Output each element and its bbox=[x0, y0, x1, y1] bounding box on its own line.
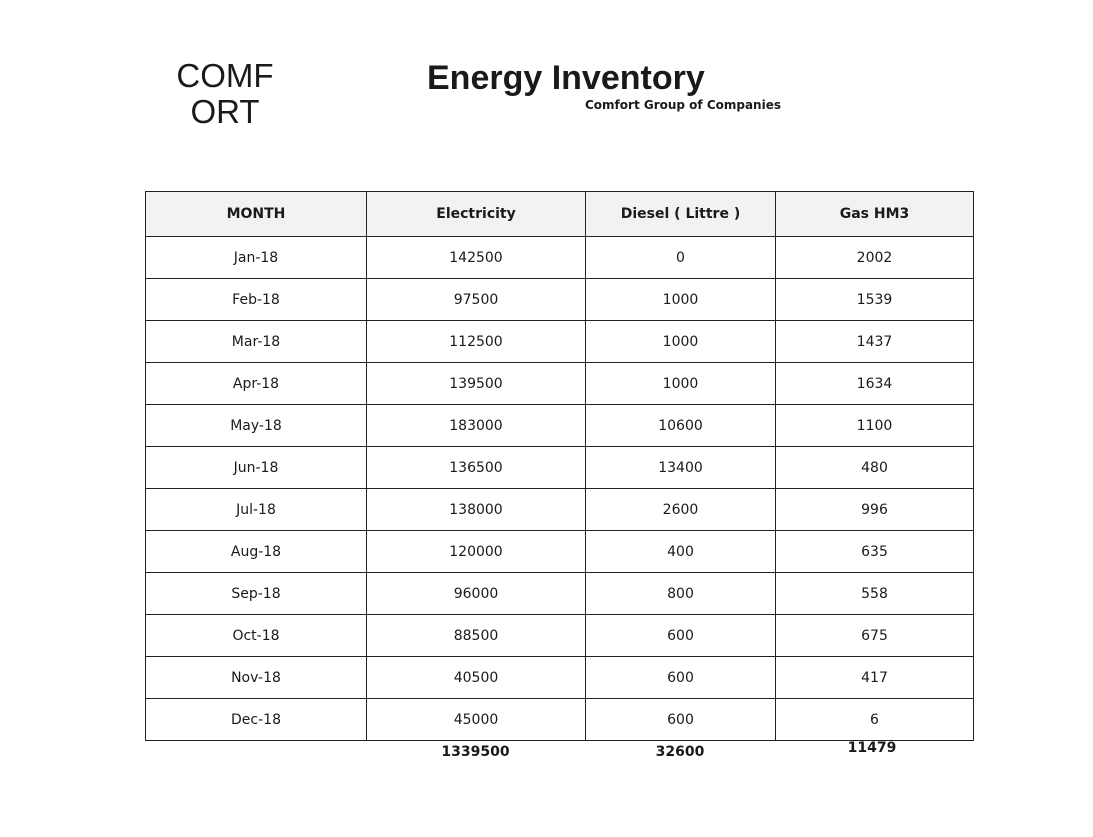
table-row bbox=[146, 615, 974, 657]
cell-electricity: 40500 bbox=[367, 657, 586, 699]
cell-month: Feb-18 bbox=[146, 279, 367, 321]
cell-diesel: 1000 bbox=[586, 279, 776, 321]
cell-diesel: 2600 bbox=[586, 489, 776, 531]
cell-diesel: 10600 bbox=[586, 405, 776, 447]
cell-electricity: 120000 bbox=[367, 531, 586, 573]
cell-gas: 2002 bbox=[776, 237, 974, 279]
table-row bbox=[146, 279, 974, 321]
header-diesel: Diesel ( Littre ) bbox=[586, 192, 776, 237]
cell-month: Dec-18 bbox=[146, 699, 367, 741]
cell-electricity: 136500 bbox=[367, 447, 586, 489]
cell-gas: 1437 bbox=[776, 321, 974, 363]
cell-diesel: 800 bbox=[586, 573, 776, 615]
table-row bbox=[146, 363, 974, 405]
cell-month: Jan-18 bbox=[146, 237, 367, 279]
table-row bbox=[146, 531, 974, 573]
cell-electricity: 139500 bbox=[367, 363, 586, 405]
cell-month: Sep-18 bbox=[146, 573, 367, 615]
table-row bbox=[146, 405, 974, 447]
cell-gas: 996 bbox=[776, 489, 974, 531]
cell-gas: 635 bbox=[776, 531, 974, 573]
cell-electricity: 183000 bbox=[367, 405, 586, 447]
cell-gas: 6 bbox=[776, 699, 974, 741]
cell-gas: 1100 bbox=[776, 405, 974, 447]
cell-diesel: 400 bbox=[586, 531, 776, 573]
table-row bbox=[146, 447, 974, 489]
cell-month: Jul-18 bbox=[146, 489, 367, 531]
table-row bbox=[146, 573, 974, 615]
page-subtitle: Comfort Group of Companies bbox=[585, 98, 781, 112]
table-row bbox=[146, 321, 974, 363]
cell-diesel: 600 bbox=[586, 699, 776, 741]
cell-month: Aug-18 bbox=[146, 531, 367, 573]
table-row bbox=[146, 699, 974, 741]
cell-electricity: 45000 bbox=[367, 699, 586, 741]
table-row bbox=[146, 657, 974, 699]
cell-month: Apr-18 bbox=[146, 363, 367, 405]
cell-electricity: 138000 bbox=[367, 489, 586, 531]
table-header-row bbox=[146, 192, 974, 237]
cell-electricity: 142500 bbox=[367, 237, 586, 279]
page-title: Energy Inventory bbox=[427, 59, 705, 97]
energy-table-container bbox=[145, 191, 974, 741]
logo-line-2: ORT bbox=[190, 93, 260, 130]
cell-electricity: 96000 bbox=[367, 573, 586, 615]
cell-diesel: 13400 bbox=[586, 447, 776, 489]
cell-month: Nov-18 bbox=[146, 657, 367, 699]
cell-electricity: 112500 bbox=[367, 321, 586, 363]
cell-diesel: 0 bbox=[586, 237, 776, 279]
cell-month: Mar-18 bbox=[146, 321, 367, 363]
total-gas: 11479 bbox=[847, 740, 897, 756]
cell-gas: 675 bbox=[776, 615, 974, 657]
cell-diesel: 600 bbox=[586, 657, 776, 699]
cell-gas: 480 bbox=[776, 447, 974, 489]
cell-gas: 1539 bbox=[776, 279, 974, 321]
cell-gas: 558 bbox=[776, 573, 974, 615]
company-logo bbox=[160, 58, 290, 130]
energy-table bbox=[145, 191, 974, 741]
table-row bbox=[146, 489, 974, 531]
header-month: MONTH bbox=[146, 192, 367, 237]
cell-gas: 417 bbox=[776, 657, 974, 699]
total-diesel: 32600 bbox=[655, 744, 705, 760]
table-row bbox=[146, 237, 974, 279]
cell-month: Oct-18 bbox=[146, 615, 367, 657]
cell-gas: 1634 bbox=[776, 363, 974, 405]
header-gas: Gas HM3 bbox=[776, 192, 974, 237]
cell-diesel: 600 bbox=[586, 615, 776, 657]
cell-diesel: 1000 bbox=[586, 321, 776, 363]
header-electricity: Electricity bbox=[367, 192, 586, 237]
cell-diesel: 1000 bbox=[586, 363, 776, 405]
cell-electricity: 97500 bbox=[367, 279, 586, 321]
total-electricity: 1339500 bbox=[441, 744, 510, 760]
cell-month: Jun-18 bbox=[146, 447, 367, 489]
cell-electricity: 88500 bbox=[367, 615, 586, 657]
logo-line-1: COMF bbox=[176, 57, 274, 94]
cell-month: May-18 bbox=[146, 405, 367, 447]
